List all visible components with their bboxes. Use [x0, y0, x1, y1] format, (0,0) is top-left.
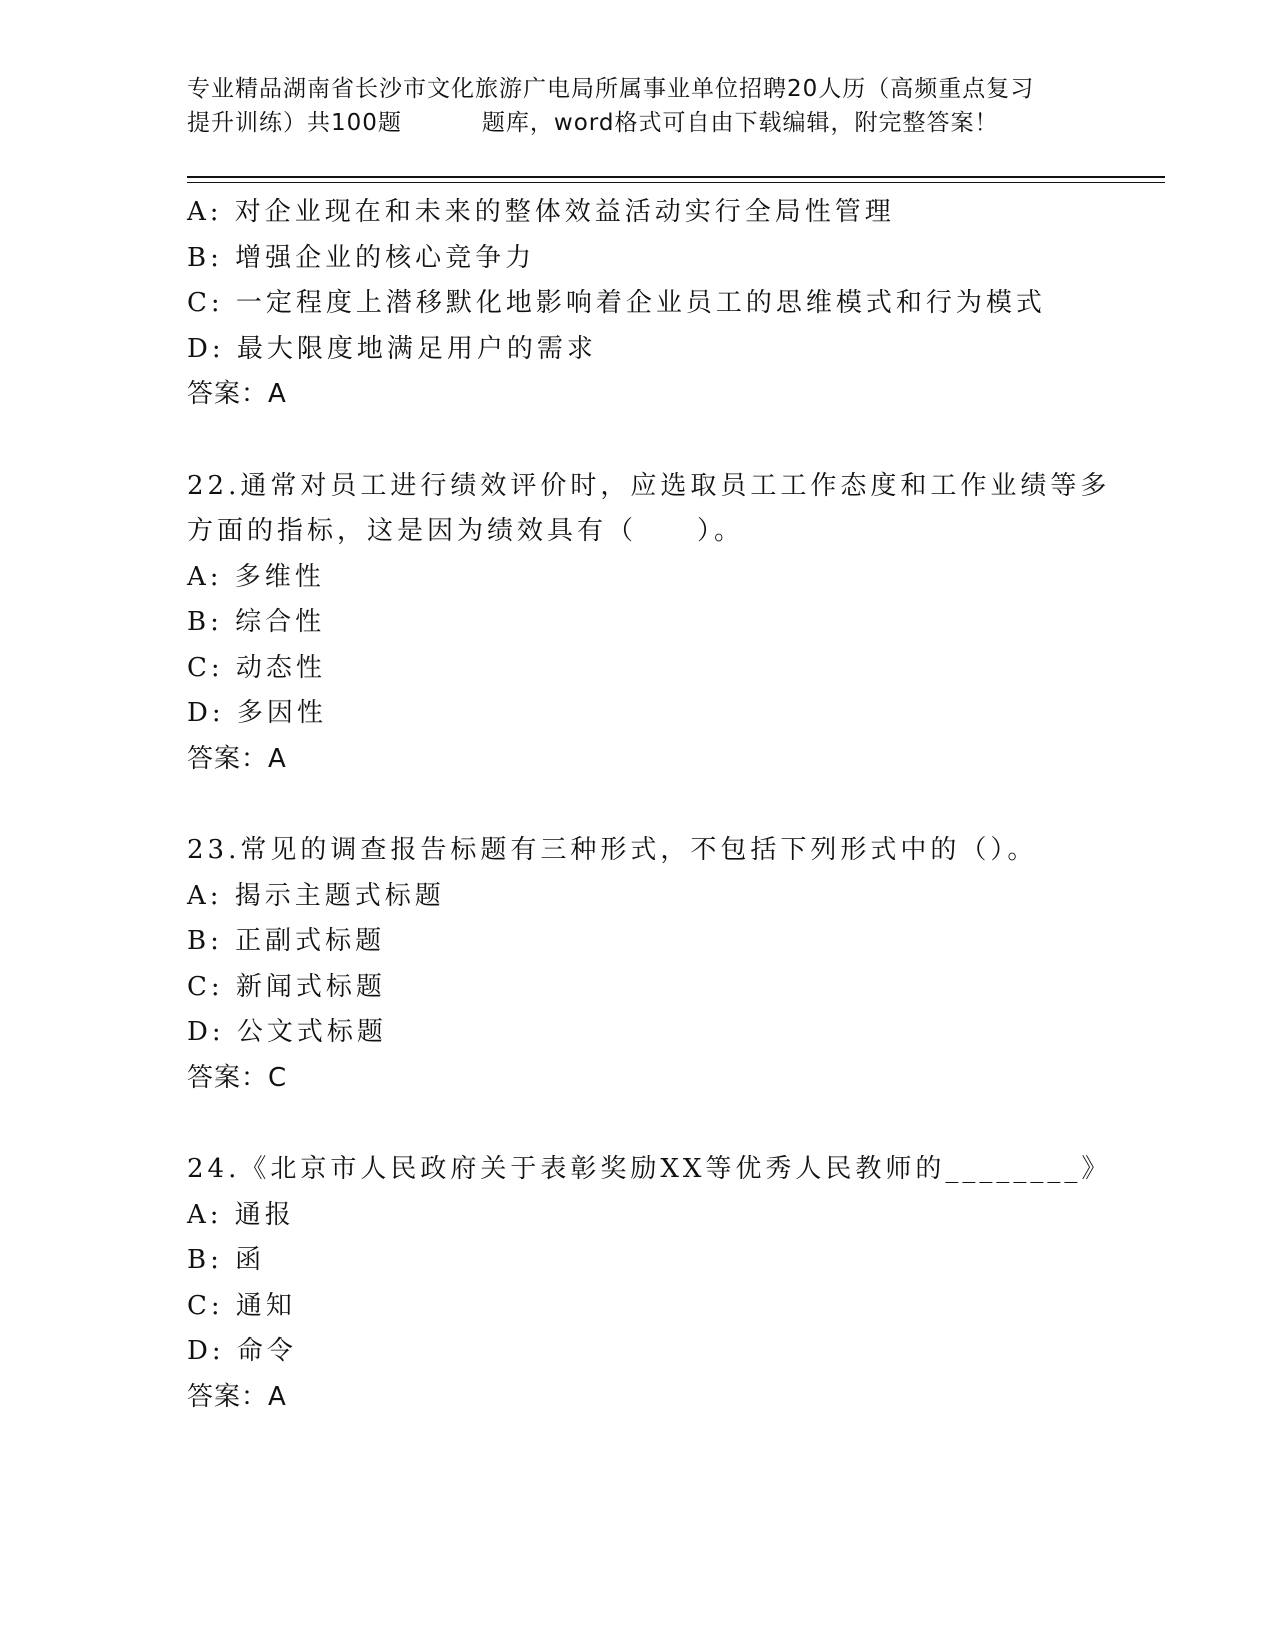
option-b: B: 正副式标题 — [187, 926, 386, 956]
option-a: A: 通报 — [187, 1199, 295, 1230]
question-21 — [187, 190, 1107, 418]
option-c: C: 一定程度上潜移默化地影响着企业员工的思维模式和行为模式 — [187, 288, 1046, 318]
answer: 答案：C — [187, 1062, 288, 1093]
option-d: D: 多因性 — [187, 698, 327, 728]
question-24 — [187, 1147, 1112, 1420]
option-b: B: 函 — [187, 1245, 266, 1275]
option-c: C: 动态性 — [187, 652, 326, 683]
question-list — [187, 190, 1112, 1420]
option-b: B: 综合性 — [187, 607, 326, 637]
answer: 答案：A — [187, 1381, 287, 1412]
page-header — [187, 72, 1087, 140]
question-22 — [187, 464, 1111, 783]
header-line-1: 专业精品湖南省长沙市文化旅游广电局所属事业单位招聘20人历（高频重点复习 — [187, 76, 1035, 102]
option-a: A: 对企业现在和未来的整体效益活动实行全局性管理 — [187, 197, 895, 227]
answer: 答案：A — [187, 743, 287, 774]
option-c: C: 新闻式标题 — [187, 971, 386, 1002]
header-line-2 — [187, 106, 1087, 140]
option-b: B: 增强企业的核心竞争力 — [187, 242, 536, 273]
option-d: D: 最大限度地满足用户的需求 — [187, 333, 597, 364]
answer: 答案：A — [187, 379, 287, 409]
question-23 — [187, 828, 1107, 1101]
option-d: D: 命令 — [187, 1336, 297, 1366]
option-a: A: 揭示主题式标题 — [187, 880, 445, 911]
header-line-2-part-1: 提升训练）共100题 — [187, 110, 402, 136]
question-stem: 24.《北京市人民政府关于表彰奖励XX等优秀人民教师的________》 — [187, 1154, 1112, 1184]
header-line-2-part-2: 题库，word格式可自由下载编辑，附完整答案！ — [481, 110, 999, 136]
option-c: C: 通知 — [187, 1290, 296, 1321]
question-stem-line-2: 方面的指标，这是因为绩效具有（ ）。 — [187, 516, 745, 546]
question-stem-line-1: 22.通常对员工进行绩效评价时，应选取员工工作态度和工作业绩等多 — [187, 470, 1111, 501]
option-a: A: 多维性 — [187, 561, 325, 592]
question-stem: 23.常见的调查报告标题有三种形式，不包括下列形式中的（）。 — [187, 835, 1038, 865]
header-rule-thin — [187, 182, 1165, 183]
option-d: D: 公文式标题 — [187, 1017, 387, 1047]
header-rule-thick — [187, 176, 1165, 178]
